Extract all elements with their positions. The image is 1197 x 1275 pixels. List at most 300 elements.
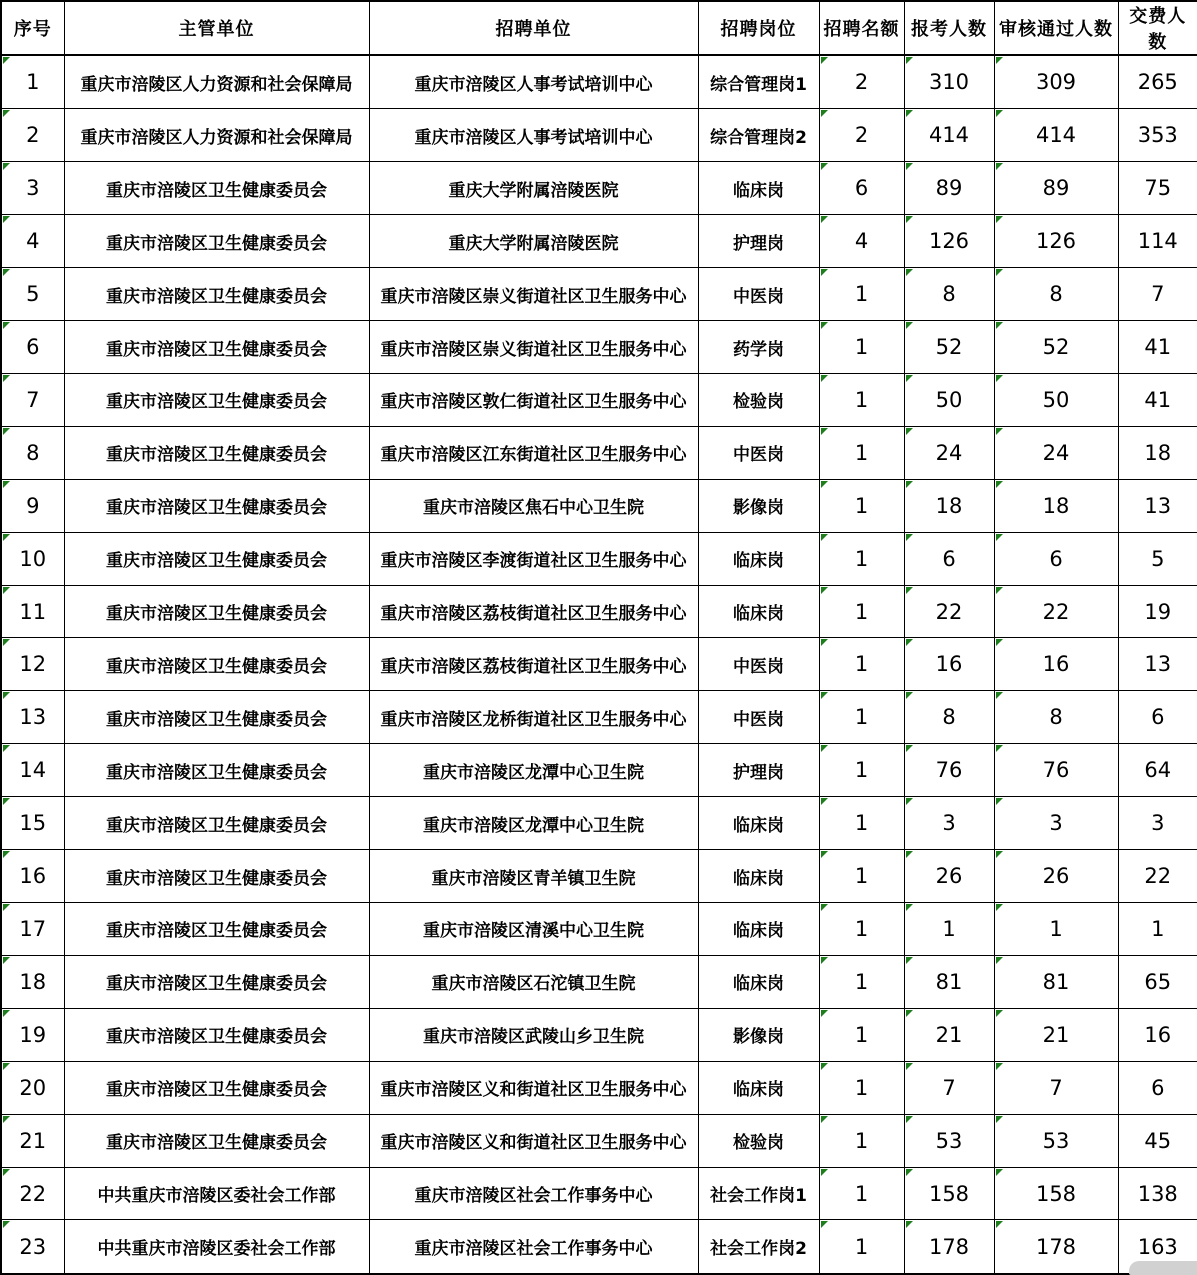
cell-value: 52 bbox=[935, 335, 963, 359]
cell[interactable] bbox=[819, 797, 904, 850]
cell[interactable] bbox=[1, 479, 64, 532]
cell[interactable] bbox=[994, 532, 1118, 585]
cell-value: 15 bbox=[19, 811, 47, 836]
cell-value: 重庆市涪陵区崇义街道社区卫生服务中心 bbox=[380, 286, 687, 307]
cell[interactable] bbox=[698, 1061, 819, 1114]
error-indicator-icon bbox=[821, 269, 828, 276]
cell[interactable] bbox=[994, 109, 1118, 162]
cell[interactable] bbox=[904, 321, 994, 374]
cell-value: 1 bbox=[854, 493, 869, 518]
column-header-3[interactable]: 招聘岗位 bbox=[698, 1, 819, 55]
cell[interactable] bbox=[819, 321, 904, 374]
error-indicator-icon bbox=[821, 1116, 828, 1123]
table-row bbox=[1, 1220, 1197, 1274]
error-indicator-icon bbox=[906, 534, 913, 541]
cell[interactable] bbox=[1118, 797, 1197, 850]
error-indicator-icon bbox=[996, 1169, 1003, 1176]
cell-value: 药学岗 bbox=[733, 339, 784, 360]
column-header-2[interactable]: 招聘单位 bbox=[369, 1, 698, 55]
table-row bbox=[1, 162, 1197, 215]
cell[interactable] bbox=[1118, 162, 1197, 215]
cell[interactable] bbox=[994, 268, 1118, 321]
error-indicator-icon bbox=[906, 216, 913, 223]
cell[interactable] bbox=[369, 162, 698, 215]
cell[interactable] bbox=[1, 903, 64, 956]
cell[interactable] bbox=[64, 638, 369, 691]
cell[interactable] bbox=[369, 691, 698, 744]
cell[interactable] bbox=[994, 1167, 1118, 1220]
cell-value: 7 bbox=[942, 1075, 956, 1100]
cell-value: 重庆市涪陵区人力资源和社会保障局 bbox=[80, 127, 353, 148]
cell-value: 8 bbox=[942, 282, 956, 307]
error-indicator-icon bbox=[821, 957, 828, 964]
cell[interactable] bbox=[698, 215, 819, 268]
cell[interactable] bbox=[1118, 268, 1197, 321]
cell-value: 65 bbox=[1144, 969, 1172, 994]
cell-value: 26 bbox=[1042, 864, 1070, 889]
cell[interactable] bbox=[1, 162, 64, 215]
cell[interactable] bbox=[369, 479, 698, 532]
cell-value: 9 bbox=[26, 493, 40, 518]
cell[interactable] bbox=[698, 744, 819, 797]
error-indicator-icon bbox=[821, 1010, 828, 1017]
cell-value: 45 bbox=[1144, 1128, 1172, 1153]
cell[interactable] bbox=[1, 850, 64, 903]
cell-value: 41 bbox=[1144, 387, 1172, 412]
cell[interactable] bbox=[698, 162, 819, 215]
cell-value: 重庆市涪陵区清溪中心卫生院 bbox=[423, 921, 644, 942]
cell[interactable] bbox=[1, 1220, 64, 1274]
cell-value: 22 bbox=[19, 1181, 47, 1206]
cell-value: 重庆市涪陵区卫生健康委员会 bbox=[106, 709, 327, 730]
table-row bbox=[1, 1061, 1197, 1114]
cell[interactable] bbox=[1, 585, 64, 638]
cell[interactable] bbox=[64, 955, 369, 1008]
cell-value: 重庆市涪陵区卫生健康委员会 bbox=[106, 339, 327, 360]
cell[interactable] bbox=[904, 532, 994, 585]
cell[interactable] bbox=[698, 109, 819, 162]
cell[interactable] bbox=[1, 797, 64, 850]
error-indicator-icon bbox=[821, 1169, 828, 1176]
cell-value: 重庆市涪陵区卫生健康委员会 bbox=[106, 815, 327, 836]
error-indicator-icon bbox=[821, 798, 828, 805]
cell[interactable] bbox=[819, 585, 904, 638]
cell[interactable] bbox=[904, 691, 994, 744]
cell-value: 13 bbox=[1144, 652, 1172, 677]
cell[interactable] bbox=[904, 903, 994, 956]
cell[interactable] bbox=[819, 479, 904, 532]
cell[interactable] bbox=[904, 1061, 994, 1114]
cell[interactable] bbox=[64, 215, 369, 268]
cell-value: 8 bbox=[1049, 705, 1063, 730]
cell-value: 2 bbox=[854, 70, 869, 95]
cell-value: 13 bbox=[1144, 493, 1172, 518]
cell[interactable] bbox=[819, 373, 904, 426]
cell-value: 1 bbox=[854, 864, 869, 889]
table-row bbox=[1, 955, 1197, 1008]
cell[interactable] bbox=[698, 797, 819, 850]
cell[interactable] bbox=[994, 691, 1118, 744]
cell-value: 重庆市涪陵区卫生健康委员会 bbox=[106, 656, 327, 677]
column-header-5[interactable]: 报考人数 bbox=[904, 1, 994, 55]
cell-value: 18 bbox=[1144, 440, 1172, 465]
cell-value: 19 bbox=[19, 1022, 47, 1047]
cell-value: 7 bbox=[26, 387, 40, 412]
cell[interactable] bbox=[819, 215, 904, 268]
cell[interactable] bbox=[904, 55, 994, 109]
cell[interactable] bbox=[369, 1061, 698, 1114]
error-indicator-icon bbox=[996, 745, 1003, 752]
cell-value: 3 bbox=[1151, 811, 1165, 836]
cell[interactable] bbox=[819, 691, 904, 744]
cell[interactable] bbox=[994, 479, 1118, 532]
cell[interactable] bbox=[994, 55, 1118, 109]
cell[interactable] bbox=[64, 426, 369, 479]
cell[interactable] bbox=[994, 903, 1118, 956]
cell[interactable] bbox=[1118, 55, 1197, 109]
cell[interactable] bbox=[1118, 850, 1197, 903]
column-header-0[interactable]: 序号 bbox=[1, 1, 64, 55]
cell[interactable] bbox=[1, 268, 64, 321]
table-row bbox=[1, 55, 1197, 109]
error-indicator-icon bbox=[3, 851, 10, 858]
error-indicator-icon bbox=[3, 1063, 10, 1070]
cell[interactable] bbox=[904, 1167, 994, 1220]
table-row bbox=[1, 638, 1197, 691]
cell[interactable] bbox=[64, 797, 369, 850]
cell[interactable] bbox=[1, 1167, 64, 1220]
cell-value: 76 bbox=[935, 758, 963, 783]
cell-value: 41 bbox=[1144, 335, 1172, 359]
cell[interactable] bbox=[698, 373, 819, 426]
cell-value: 17 bbox=[19, 916, 47, 941]
cell[interactable] bbox=[1, 426, 64, 479]
cell[interactable] bbox=[904, 1008, 994, 1061]
cell[interactable] bbox=[819, 268, 904, 321]
cell[interactable] bbox=[819, 1061, 904, 1114]
cell[interactable] bbox=[904, 426, 994, 479]
cell[interactable] bbox=[369, 268, 698, 321]
cell[interactable] bbox=[1, 1061, 64, 1114]
cell[interactable] bbox=[64, 55, 369, 109]
cell[interactable] bbox=[1118, 1114, 1197, 1167]
cell[interactable] bbox=[819, 109, 904, 162]
cell[interactable] bbox=[994, 1220, 1118, 1274]
cell[interactable] bbox=[819, 55, 904, 109]
cell[interactable] bbox=[1, 691, 64, 744]
cell[interactable] bbox=[369, 744, 698, 797]
cell[interactable] bbox=[369, 321, 698, 374]
error-indicator-icon bbox=[906, 1221, 913, 1228]
cell[interactable] bbox=[64, 1114, 369, 1167]
cell[interactable] bbox=[1, 321, 64, 374]
error-indicator-icon bbox=[3, 692, 10, 699]
cell[interactable] bbox=[994, 426, 1118, 479]
cell[interactable] bbox=[1118, 638, 1197, 691]
cell[interactable] bbox=[369, 1220, 698, 1274]
cell[interactable] bbox=[698, 850, 819, 903]
cell[interactable] bbox=[1118, 532, 1197, 585]
cell[interactable] bbox=[369, 426, 698, 479]
cell[interactable] bbox=[994, 373, 1118, 426]
cell[interactable] bbox=[64, 744, 369, 797]
cell-value: 4 bbox=[854, 229, 869, 254]
cell-value: 重庆市涪陵区卫生健康委员会 bbox=[106, 921, 327, 942]
cell[interactable] bbox=[369, 850, 698, 903]
cell-value: 114 bbox=[1137, 229, 1178, 254]
error-indicator-icon bbox=[821, 534, 828, 541]
cell-value: 10 bbox=[19, 546, 47, 571]
cell[interactable] bbox=[904, 1220, 994, 1274]
cell[interactable] bbox=[698, 532, 819, 585]
cell[interactable] bbox=[819, 426, 904, 479]
cell[interactable] bbox=[819, 638, 904, 691]
cell[interactable] bbox=[369, 903, 698, 956]
error-indicator-icon bbox=[906, 481, 913, 488]
cell[interactable] bbox=[1, 55, 64, 109]
cell-value: 16 bbox=[935, 652, 963, 677]
cell[interactable] bbox=[1, 215, 64, 268]
cell[interactable] bbox=[698, 955, 819, 1008]
cell[interactable] bbox=[698, 691, 819, 744]
error-indicator-icon bbox=[906, 904, 913, 911]
cell[interactable] bbox=[994, 638, 1118, 691]
cell-value: 6 bbox=[26, 335, 40, 359]
cell-value: 1 bbox=[854, 599, 869, 624]
cell[interactable] bbox=[369, 585, 698, 638]
error-indicator-icon bbox=[996, 798, 1003, 805]
cell[interactable] bbox=[1118, 479, 1197, 532]
cell[interactable] bbox=[819, 955, 904, 1008]
cell[interactable] bbox=[1118, 585, 1197, 638]
cell-value: 综合管理岗2 bbox=[710, 127, 807, 148]
error-indicator-icon bbox=[3, 375, 10, 382]
error-indicator-icon bbox=[3, 216, 10, 223]
cell[interactable] bbox=[698, 55, 819, 109]
cell-value: 309 bbox=[1035, 70, 1077, 95]
cell[interactable] bbox=[698, 1167, 819, 1220]
cell[interactable] bbox=[994, 1061, 1118, 1114]
cell[interactable] bbox=[64, 1061, 369, 1114]
error-indicator-icon bbox=[906, 745, 913, 752]
error-indicator-icon bbox=[996, 1010, 1003, 1017]
cell-value: 3 bbox=[942, 811, 956, 836]
cell-value: 重庆市涪陵区石沱镇卫生院 bbox=[431, 974, 636, 995]
cell-value: 18 bbox=[1042, 493, 1070, 518]
cell[interactable] bbox=[1118, 321, 1197, 374]
cell[interactable] bbox=[819, 532, 904, 585]
cell[interactable] bbox=[994, 215, 1118, 268]
cell[interactable] bbox=[369, 797, 698, 850]
cell[interactable] bbox=[64, 1220, 369, 1274]
cell[interactable] bbox=[819, 1220, 904, 1274]
cell[interactable] bbox=[994, 955, 1118, 1008]
cell[interactable] bbox=[698, 1220, 819, 1274]
cell[interactable] bbox=[904, 1114, 994, 1167]
error-indicator-icon bbox=[821, 57, 828, 64]
cell[interactable] bbox=[1118, 744, 1197, 797]
cell[interactable] bbox=[64, 109, 369, 162]
cell[interactable] bbox=[64, 479, 369, 532]
cell[interactable] bbox=[369, 955, 698, 1008]
cell[interactable] bbox=[1, 373, 64, 426]
cell[interactable] bbox=[904, 215, 994, 268]
cell[interactable] bbox=[904, 268, 994, 321]
error-indicator-icon bbox=[821, 375, 828, 382]
cell-value: 6 bbox=[854, 176, 869, 201]
cell[interactable] bbox=[904, 955, 994, 1008]
cell[interactable] bbox=[64, 1167, 369, 1220]
cell[interactable] bbox=[904, 850, 994, 903]
cell[interactable] bbox=[64, 850, 369, 903]
cell[interactable] bbox=[1, 109, 64, 162]
cell[interactable] bbox=[698, 479, 819, 532]
error-indicator-icon bbox=[906, 1169, 913, 1176]
cell[interactable] bbox=[1118, 373, 1197, 426]
cell[interactable] bbox=[64, 373, 369, 426]
cell[interactable] bbox=[994, 797, 1118, 850]
cell[interactable] bbox=[64, 903, 369, 956]
error-indicator-icon bbox=[3, 163, 10, 170]
cell-value: 1 bbox=[854, 811, 869, 836]
cell[interactable] bbox=[369, 1114, 698, 1167]
column-header-1[interactable]: 主管单位 bbox=[64, 1, 369, 55]
cell[interactable] bbox=[698, 1008, 819, 1061]
cell[interactable] bbox=[904, 638, 994, 691]
cell[interactable] bbox=[369, 215, 698, 268]
cell-value: 50 bbox=[1042, 387, 1070, 412]
error-indicator-icon bbox=[821, 904, 828, 911]
column-header-6[interactable]: 审核通过人数 bbox=[994, 1, 1118, 55]
cell[interactable] bbox=[698, 585, 819, 638]
column-header-4[interactable]: 招聘名额 bbox=[819, 1, 904, 55]
cell-value: 社会工作岗1 bbox=[710, 1186, 807, 1206]
cell-value: 310 bbox=[928, 70, 970, 95]
error-indicator-icon bbox=[906, 375, 913, 382]
cell[interactable] bbox=[1, 532, 64, 585]
cell[interactable] bbox=[819, 1114, 904, 1167]
cell[interactable] bbox=[1118, 691, 1197, 744]
cell[interactable] bbox=[819, 1167, 904, 1220]
cell[interactable] bbox=[1, 1008, 64, 1061]
column-header-7[interactable]: 交费人数 bbox=[1118, 1, 1197, 55]
cell[interactable] bbox=[64, 1008, 369, 1061]
cell-value: 1 bbox=[854, 916, 869, 941]
cell[interactable] bbox=[369, 373, 698, 426]
error-indicator-icon bbox=[996, 322, 1003, 329]
error-indicator-icon bbox=[996, 216, 1003, 223]
cell[interactable] bbox=[369, 1167, 698, 1220]
cell-value: 1 bbox=[854, 282, 869, 307]
cell[interactable] bbox=[1, 638, 64, 691]
error-indicator-icon bbox=[996, 534, 1003, 541]
cell[interactable] bbox=[1118, 215, 1197, 268]
cell[interactable] bbox=[904, 373, 994, 426]
cell[interactable] bbox=[904, 479, 994, 532]
cell[interactable] bbox=[994, 162, 1118, 215]
cell[interactable] bbox=[904, 162, 994, 215]
cell[interactable] bbox=[994, 744, 1118, 797]
error-indicator-icon bbox=[821, 163, 828, 170]
cell[interactable] bbox=[994, 850, 1118, 903]
cell[interactable] bbox=[1118, 109, 1197, 162]
error-indicator-icon bbox=[821, 322, 828, 329]
cell[interactable] bbox=[698, 321, 819, 374]
cell-value: 1 bbox=[854, 1022, 869, 1047]
cell-value: 8 bbox=[942, 705, 956, 730]
cell-value: 26 bbox=[935, 864, 963, 889]
cell-value: 2 bbox=[26, 123, 40, 148]
cell[interactable] bbox=[1118, 903, 1197, 956]
cell-value: 5 bbox=[1151, 546, 1165, 571]
error-indicator-icon bbox=[821, 692, 828, 699]
cell-value: 7 bbox=[1151, 282, 1165, 307]
cell[interactable] bbox=[819, 850, 904, 903]
error-indicator-icon bbox=[3, 322, 10, 329]
cell[interactable] bbox=[819, 744, 904, 797]
cell[interactable] bbox=[369, 638, 698, 691]
cell[interactable] bbox=[1118, 955, 1197, 1008]
cell[interactable] bbox=[1118, 426, 1197, 479]
cell[interactable] bbox=[904, 797, 994, 850]
cell[interactable] bbox=[1, 744, 64, 797]
cell[interactable] bbox=[698, 268, 819, 321]
cell-value: 重庆市涪陵区卫生健康委员会 bbox=[106, 974, 327, 995]
error-indicator-icon bbox=[906, 110, 913, 117]
cell[interactable] bbox=[1, 1114, 64, 1167]
cell[interactable] bbox=[64, 691, 369, 744]
cell[interactable] bbox=[698, 903, 819, 956]
cell-value: 中医岗 bbox=[733, 656, 784, 677]
cell[interactable] bbox=[994, 1008, 1118, 1061]
cell[interactable] bbox=[819, 162, 904, 215]
cell[interactable] bbox=[994, 585, 1118, 638]
cell-value: 21 bbox=[1042, 1022, 1070, 1047]
cell[interactable] bbox=[698, 1114, 819, 1167]
cell[interactable] bbox=[698, 426, 819, 479]
cell-value: 重庆市涪陵区人事考试培训中心 bbox=[414, 127, 653, 148]
cell-value: 重庆大学附属涪陵医院 bbox=[448, 180, 619, 201]
cell[interactable] bbox=[1118, 1008, 1197, 1061]
cell[interactable] bbox=[904, 585, 994, 638]
cell[interactable] bbox=[64, 162, 369, 215]
cell-value: 临床岗 bbox=[733, 551, 784, 572]
cell[interactable] bbox=[1118, 1167, 1197, 1220]
cell[interactable] bbox=[369, 109, 698, 162]
cell[interactable] bbox=[64, 268, 369, 321]
cell[interactable] bbox=[819, 1008, 904, 1061]
cell[interactable] bbox=[698, 638, 819, 691]
cell-value: 1 bbox=[854, 1075, 869, 1100]
cell-value: 22 bbox=[1144, 864, 1172, 889]
cell[interactable] bbox=[904, 744, 994, 797]
cell[interactable] bbox=[369, 532, 698, 585]
cell[interactable] bbox=[994, 1114, 1118, 1167]
cell[interactable] bbox=[64, 532, 369, 585]
cell-value: 临床岗 bbox=[733, 921, 784, 942]
cell[interactable] bbox=[994, 321, 1118, 374]
cell[interactable] bbox=[369, 55, 698, 109]
cell-value: 12 bbox=[19, 652, 47, 677]
cell[interactable] bbox=[904, 109, 994, 162]
cell[interactable] bbox=[369, 1008, 698, 1061]
cell[interactable] bbox=[64, 321, 369, 374]
cell[interactable] bbox=[1, 955, 64, 1008]
cell-value: 1 bbox=[854, 1128, 869, 1153]
cell[interactable] bbox=[819, 903, 904, 956]
cell[interactable] bbox=[64, 585, 369, 638]
cell[interactable] bbox=[1118, 1061, 1197, 1114]
